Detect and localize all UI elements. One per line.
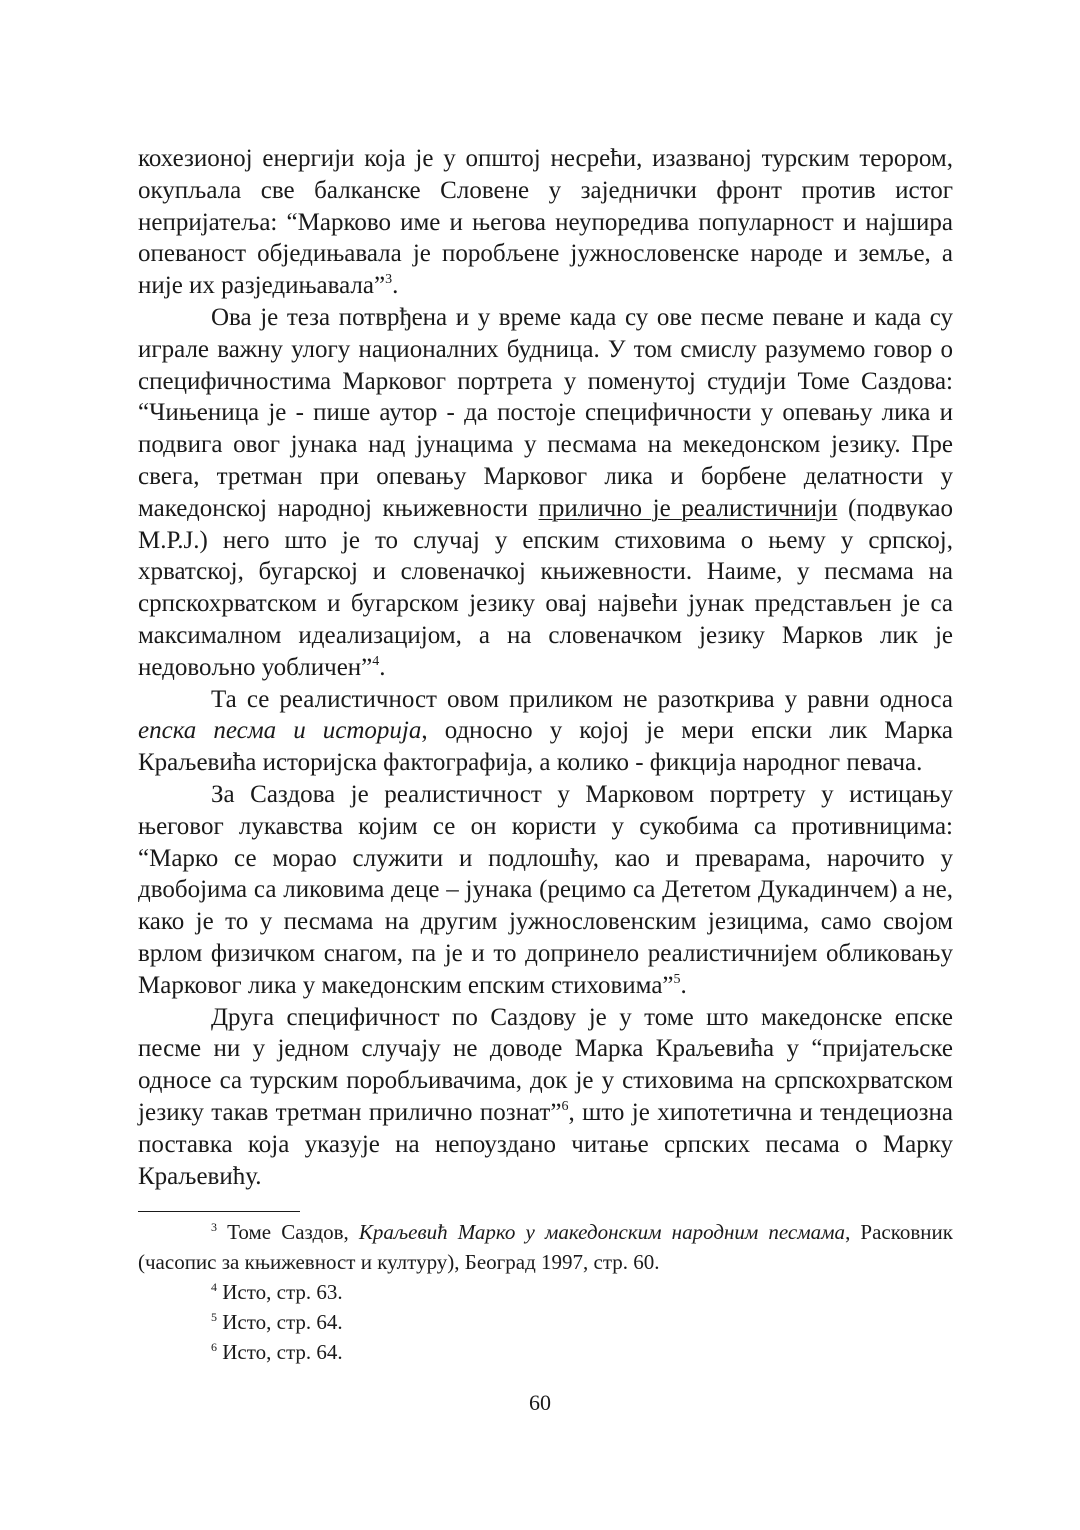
footnote-6: $^6$ Исто, стр. 64. bbox=[211, 1340, 343, 1364]
footnote-3-title: Краљевић Марко у македонским народним песмама bbox=[358, 1220, 846, 1244]
paragraph-2: Ова је теза потврђена и у време када су ове песме певане и када су играле важну улогу националних будница. У том смислу разумемо говор о специфичностима Марковог портрета у поменутој студији Томе Саздова: “Чињеница је - пише аутор - да постоје специфичности у опевању лика и подвига овог јунака над јунацима у песмама на мекедонском језику. Пре свега, третман при опевању Марковог лика и борбене делатности у македонској народној књижевности прилично је реалистичнији (подвукао М.Р.Ј.) него што је то случај у епским стиховима о њему у српској, хрватској, бугарској и словеначкој књижевности. Наиме, у песмама на српскохрватском и бугарском језику овај највећи јунак представљен је са максималном идеализацијом, а на словеначком језику Марков лик је недовољно уобличен”$^4$. bbox=[138, 303, 953, 681]
paragraph-1: кохезионој енергији која је у општој несрећи, изазваној турским терором, окупљала све балканске Словене у заједнички фронт против истог непријатеља: “Марково име и његова неупоредива популарност и најшира опеваност обједињавала је поробљене јужнословенске народе и земље, а није их разједињавала”$^3$. bbox=[138, 145, 953, 300]
underlined-phrase: прилично је реалистичнији bbox=[538, 494, 838, 522]
paragraph-5: Друга специфичност по Саздову је у томе што македонске епске песме ни у једном случају не доводе Марка Краљевића у “пријатељске односе са турским поробљивачима, док је у стиховима на српскохрватском језику такав третман прилично познат”$^6$, што је хипотетична и тендециозна поставка која указује на непоуздано читање српских песама о Марку Краљевићу. bbox=[138, 1003, 953, 1190]
body-text bbox=[138, 143, 953, 1192]
footnote-5: $^5$ Исто, стр. 64. bbox=[211, 1310, 343, 1334]
italic-phrase: епска песма и историја bbox=[138, 717, 422, 745]
paragraph-4: За Саздова је реалистичност у Марковом портрету у истицању његовог лукавства којим се он користи у сукобима са противницима: “Марко се морао служити и подлошћу, као и преварама, нарочито у двобојима са ликовима деце – јунака (рецимо са Дететом Дукадинчем) а не, како је то у песмама на другим јужнословенским језицима, само својом врлом физичком снагом, па је и то допринело реалистичнијем обликовању Марковог лика у македонским епским стиховима”$^5$. bbox=[138, 780, 953, 999]
footnote-ref-4: 4 bbox=[372, 653, 380, 669]
footnotes bbox=[138, 1217, 953, 1367]
footnote-ref-5: 5 bbox=[673, 971, 681, 987]
paragraph-3: Та се реалистичност овом приликом не разоткрива у равни односа епска песма и историја, односно у којој је мери епски лик Марка Краљевића историјска фактографија, а колико - фикција народног певача. bbox=[138, 685, 953, 777]
footnote-separator bbox=[138, 1211, 300, 1212]
footnote-3: $^3$ Томе Саздов, Краљевић Марко у македонским народним песмама, Расковник (часопис за књижевност и културу), Београд 1997, стр. 60. bbox=[138, 1220, 953, 1274]
footnote-ref-6: 6 bbox=[561, 1098, 569, 1114]
page-number: 60 bbox=[529, 1390, 551, 1415]
footnote-4: $^4$ Исто, стр. 63. bbox=[211, 1280, 343, 1304]
footnote-ref-3: 3 bbox=[385, 272, 393, 288]
